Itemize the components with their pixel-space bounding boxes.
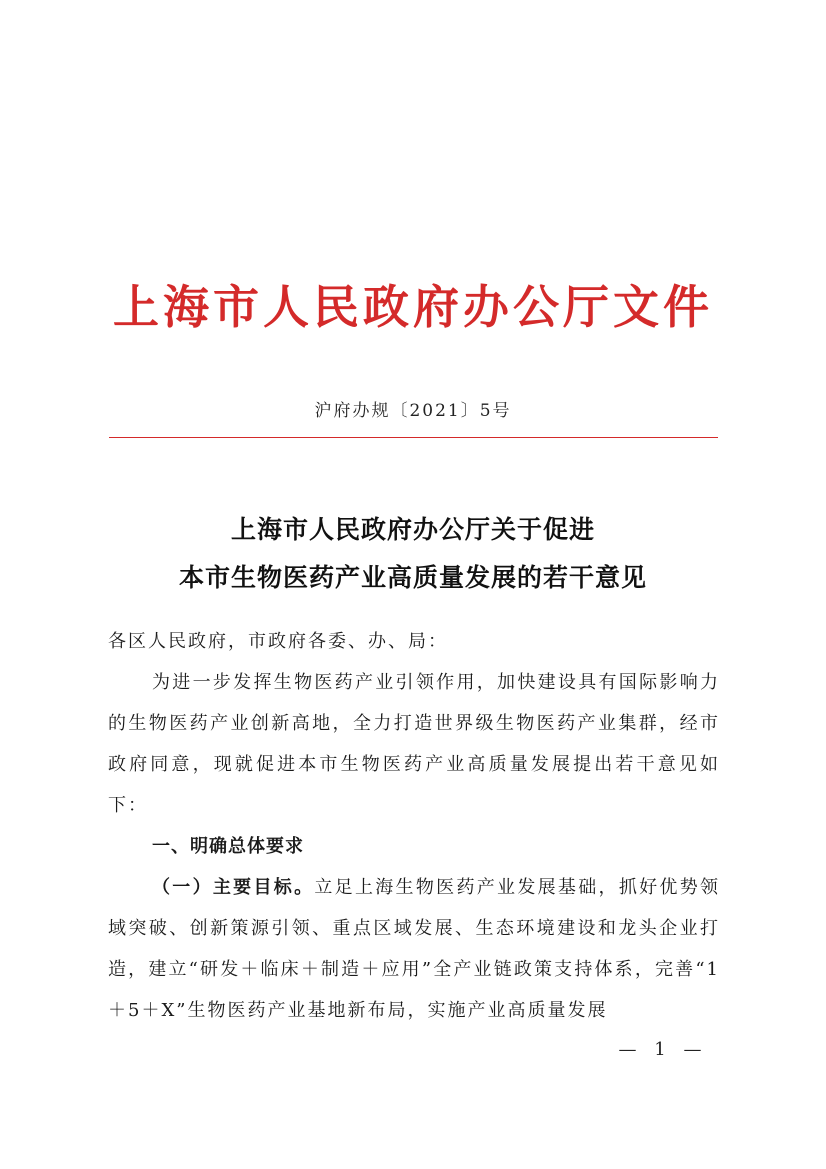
item-text: 立足上海生物医药产业发展基础，抓好优势领域突破、创新策源引领、重点区域发展、生态环境建设和龙头企业打造，建立“研发＋临床＋制造＋应用”全产业链政策支持体系，完善“1＋5＋X”生物医药产业基地新布局，实施产业高质量发展 — [108, 877, 721, 1021]
intro-paragraph: 为进一步发挥生物医药产业引领作用，加快建设具有国际影响力的生物医药产业创新高地，全力打造世界级生物医药产业集群，经市政府同意，现就促进本市生物医药产业高质量发展提出若干意见如下： — [108, 672, 720, 816]
issuer-title: 上海市人民政府办公厅文件 — [113, 280, 713, 334]
document-title-line-1: 上海市人民政府办公厅关于促进 — [230, 515, 595, 544]
item-paragraph — [108, 867, 720, 1031]
item-label: （一）主要目标。 — [152, 877, 315, 898]
document-body — [108, 621, 720, 1031]
document-title — [0, 506, 826, 602]
section-heading: 一、明确总体要求 — [152, 836, 304, 857]
document-number: 沪府办规〔2021〕5号 — [314, 401, 512, 421]
document-title-line-2: 本市生物医药产业高质量发展的若干意见 — [178, 563, 647, 592]
salutation: 各区人民政府，市政府各委、办、局： — [108, 631, 448, 652]
red-divider-line — [109, 437, 718, 438]
page-number: — 1 — — [618, 1039, 708, 1060]
